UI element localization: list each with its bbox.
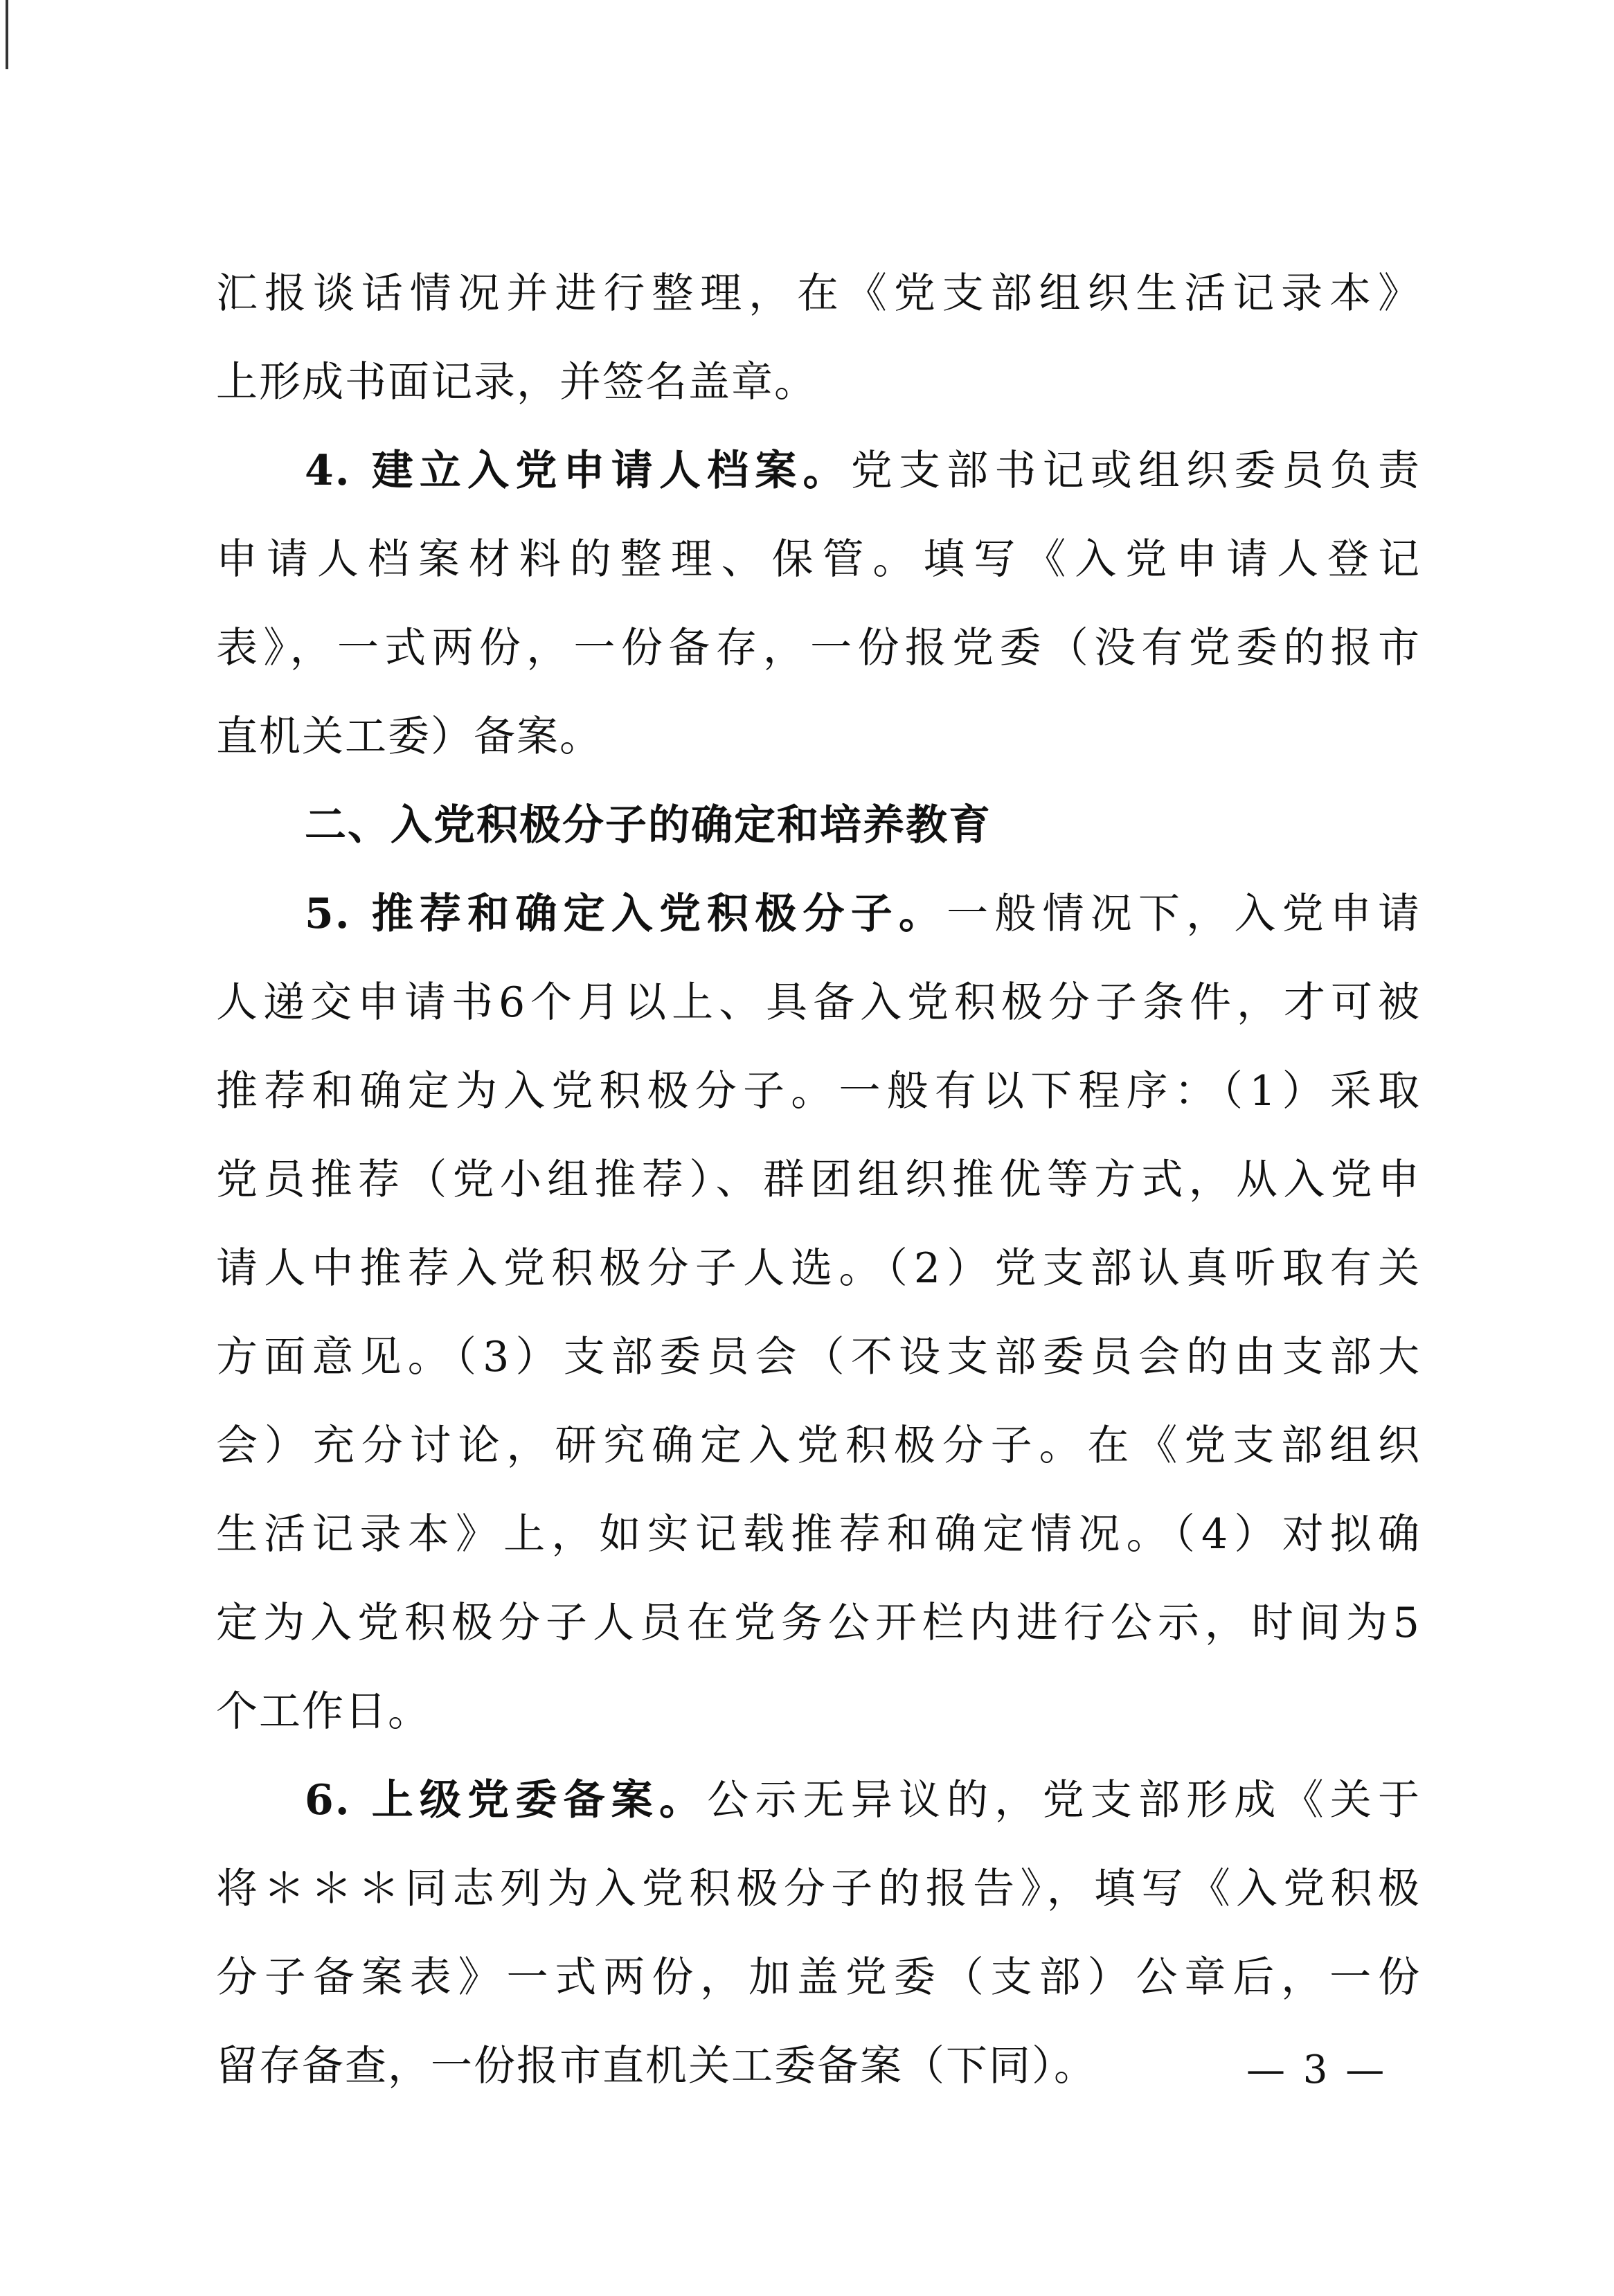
text-line: 上形成书面记录，并签名盖章。 [216, 358, 817, 406]
text-line: 人递交申请书6个月以上、具备入党积极分子条件，才可被 [216, 978, 1421, 1027]
paragraph-interview-record [216, 249, 1421, 427]
text-line: 请人中推荐入党积极分子人选。（2）党支部认真听取有关 [216, 1244, 1421, 1293]
text-line: 党员推荐（党小组推荐）、群团组织推优等方式，从入党申 [216, 1156, 1421, 1204]
section-title: 二、入党积极分子的确定和培养教育 [305, 801, 992, 850]
text-line: 汇报谈话情况并进行整理，在《党支部组织生活记录本》 [216, 269, 1421, 318]
text-line: 定为入党积极分子人员在党务公开栏内进行公示，时间为5 [216, 1599, 1421, 1647]
binding-margin-line [6, 0, 8, 69]
text-line [216, 870, 1421, 958]
text-line: 个工作日。 [216, 1687, 431, 1736]
text-line: 生活记录本》上，如实记载推荐和确定情况。（4）对拟确 [216, 1510, 1421, 1559]
text-span: 一般情况下，入党申请 [947, 890, 1421, 938]
text-line: 直机关工委）备案。 [216, 712, 602, 761]
document-page [216, 249, 1421, 2110]
item-lead-4: 4. 建立入党申请人档案。 [305, 447, 851, 495]
text-line: 表》，一式两份，一份备存，一份报党委（没有党委的报市 [216, 624, 1421, 672]
text-span: 党支部书记或组织委员负责 [850, 447, 1421, 495]
item-lead-6: 6. 上级党委备案。 [305, 1776, 708, 1824]
paragraph-applicant-archive [216, 427, 1421, 781]
text-line: 留存备查，一份报市直机关工委备案（下同）。 [216, 2042, 1097, 2090]
page-number: — 3 — [1246, 2047, 1388, 2092]
text-line: 会）充分讨论，研究确定入党积极分子。在《党支部组织 [216, 1421, 1421, 1470]
paragraph-recommend-activists [216, 870, 1421, 1756]
text-span: 公示无异议的，党支部形成《关于 [707, 1776, 1421, 1824]
text-line [216, 1756, 1421, 1845]
text-line: 推荐和确定为入党积极分子。一般有以下程序：（1）采取 [216, 1067, 1421, 1115]
text-line: 方面意见。（3）支部委员会（不设支部委员会的由支部大 [216, 1333, 1421, 1381]
text-line: 申请人档案材料的整理、保管。填写《入党申请人登记 [216, 535, 1421, 584]
section-heading [216, 781, 1421, 870]
item-lead-5: 5. 推荐和确定入党积极分子。 [305, 890, 947, 938]
text-line: 分子备案表》一式两份，加盖党委（支部）公章后，一份 [216, 1953, 1421, 2002]
text-line: 将＊＊＊同志列为入党积极分子的报告》，填写《入党积极 [216, 1865, 1421, 1913]
paragraph-filing [216, 1756, 1421, 2110]
text-line [216, 427, 1421, 515]
